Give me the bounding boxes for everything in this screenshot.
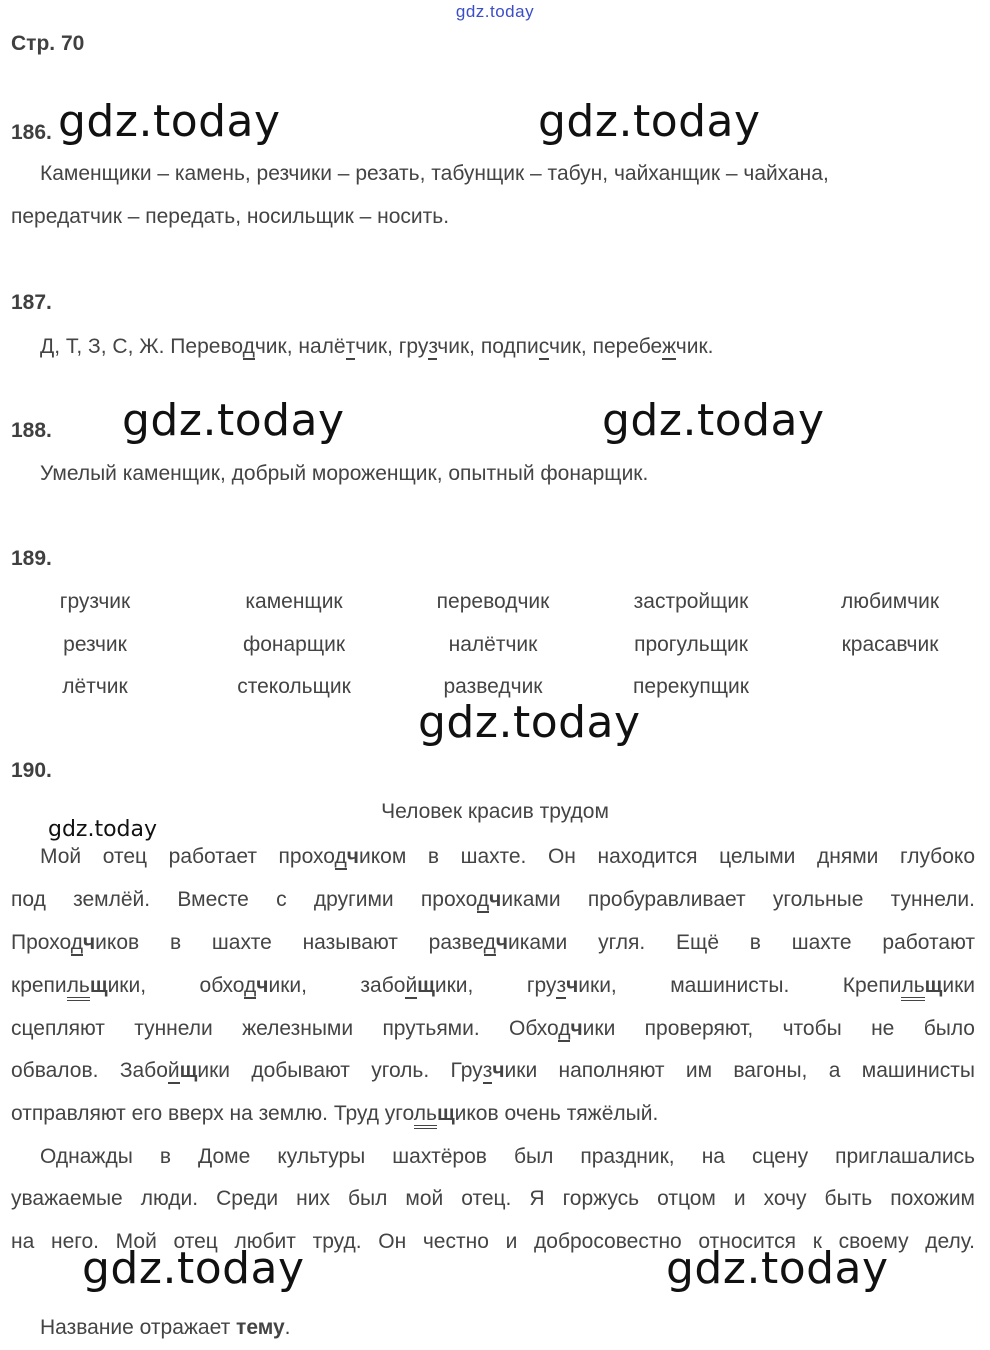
watermark: gdz.today (82, 1243, 305, 1294)
word-cell: прогульщик (634, 633, 748, 656)
exercise-188-line: Умелый каменщик, добрый мороженщик, опытный фонарщик. (40, 462, 649, 485)
watermark: gdz.today (58, 96, 281, 147)
text-line: отправляют его вверх на землю. Труд угольщиков очень тяжёлый. (11, 1102, 658, 1126)
exercise-190-number: 190. (11, 759, 52, 782)
word-cell: налётчик (448, 633, 538, 656)
word-cell: фонарщик (242, 633, 346, 656)
text-line: сцепляют туннели железными прутьями. Обходчики проверяют, чтобы не было (11, 1017, 975, 1040)
word-cell: застройщик (633, 590, 749, 613)
word-cell: любимчик (840, 590, 940, 613)
watermark-small: gdz.today (48, 817, 158, 842)
word-cell: грузчик (59, 590, 131, 613)
word-cell: красавчик (841, 633, 939, 656)
watermark: gdz.today (602, 395, 825, 446)
watermark: gdz.today (538, 96, 761, 147)
word-cell: стекольщик (237, 675, 351, 698)
exercise-189-number: 189. (11, 547, 52, 570)
word-cell: каменщик (245, 590, 343, 613)
exercise-190-conclusion: Название отражает тему. (40, 1316, 291, 1339)
text-line: уважаемые люди. Среди них был мой отец. Я горжусь отцом и хочу быть похожим (11, 1187, 975, 1210)
exercise-187-number: 187. (11, 291, 52, 314)
text-line: под землёй. Вместе с другими проходчиками пробуравливает угольные туннели. (11, 888, 976, 911)
word-cell: переводчик (436, 590, 550, 613)
exercise-186-number: 186. (11, 121, 52, 144)
watermark: gdz.today (666, 1243, 889, 1294)
text-line: на него. Мой отец любит труд. Он честно и добросовестно относится к своему делу. (11, 1230, 975, 1253)
word-cell: разведчик (443, 675, 543, 698)
word-cell: перекупщик (633, 675, 749, 698)
watermark-top: gdz.today (455, 2, 535, 21)
text-line: Мой отец работает проходчиком в шахте. Он находится целыми днями глубоко (40, 845, 975, 868)
exercise-186-line-1: Каменщики – камень, резчики – резать, табунщик – табун, чайханщик – чайхана, (40, 162, 829, 185)
exercise-186-line-2: передатчик – передать, носильщик – носить. (11, 205, 450, 228)
word-cell: резчик (63, 633, 127, 656)
exercise-187-line: Д, Т, З, С, Ж. Переводчик, налётчик, грузчик, подписчик, перебежчик. (40, 335, 714, 358)
text-line: Однажды в Доме культуры шахтёров был праздник, на сцену приглашались (40, 1145, 975, 1168)
text-line: обвалов. Забойщики добывают уголь. Грузчики наполняют им вагоны, а машинисты (11, 1059, 975, 1082)
exercise-188-number: 188. (11, 419, 52, 442)
exercise-190-title: Человек красив трудом (381, 800, 609, 823)
text-line: Проходчиков в шахте называют разведчиками угля. Ещё в шахте работают (11, 931, 975, 954)
word-cell: лётчик (62, 675, 128, 698)
page-label: Стр. 70 (11, 32, 85, 55)
watermark: gdz.today (418, 697, 641, 748)
text-line: крепильщики, обходчики, забойщики, грузчики, машинисты. Крепильщики (11, 974, 975, 998)
watermark: gdz.today (122, 395, 345, 446)
